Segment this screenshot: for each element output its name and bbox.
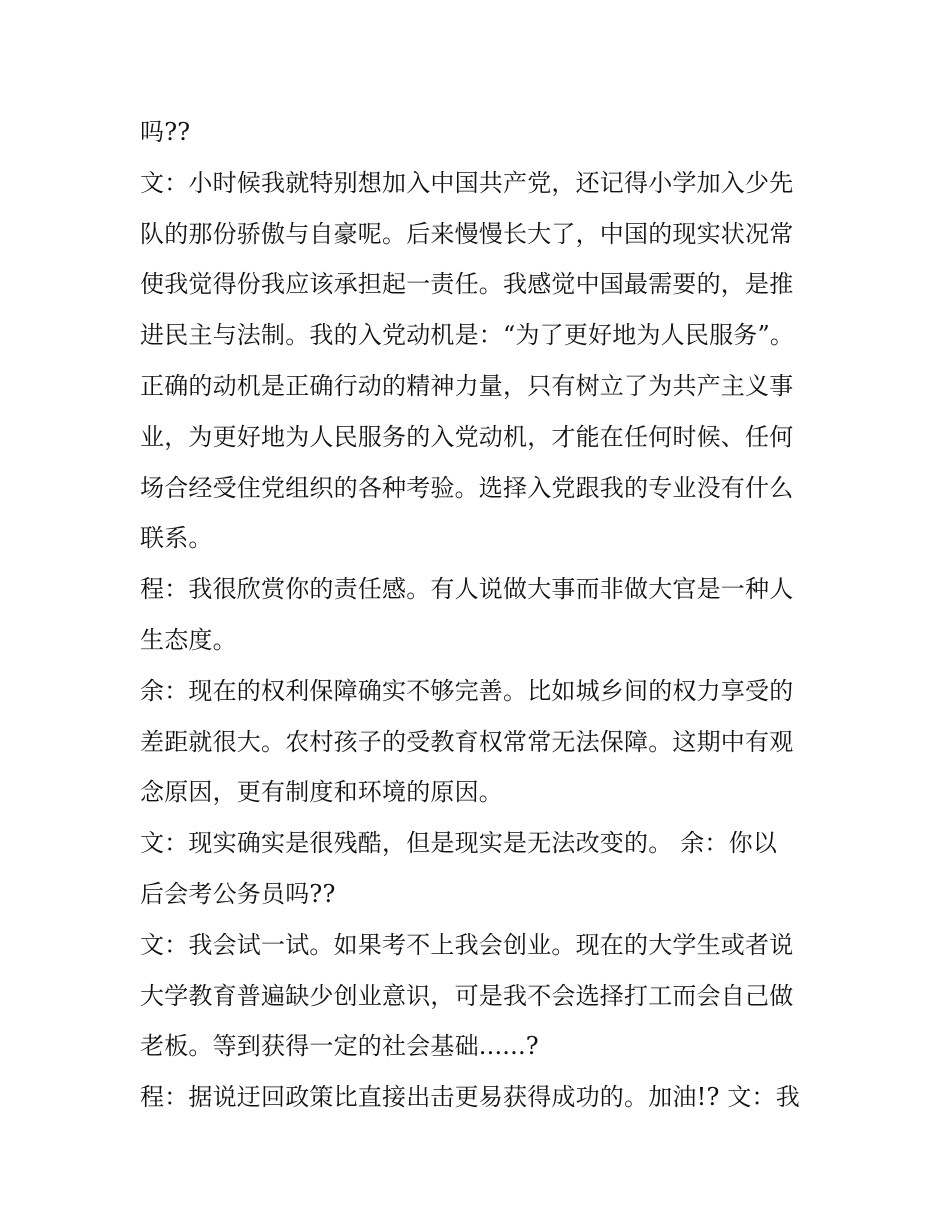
text-line: 后会考公务员吗?? — [140, 879, 336, 908]
body-text — [140, 107, 820, 1123]
text-line: 程：我很欣赏你的责任感。有人说做大事而非做大官是一种人 — [140, 575, 794, 604]
text-line: 念原因，更有制度和环境的原因。 — [140, 778, 503, 807]
text-line: 余：现在的权利保障确实不够完善。比如城乡间的权力享受的 — [140, 676, 794, 705]
text-line: 文：小时候我就特别想加入中国共产党，还记得小学加入少先 — [140, 168, 794, 197]
text-line: 正确的动机是正确行动的精神力量，只有树立了为共产主义事 — [140, 371, 794, 400]
text-line: 文：我会试一试。如果考不上我会创业。现在的大学生或者说 — [140, 930, 794, 959]
text-line: 老板。等到获得一定的社会基础......? — [140, 1032, 539, 1061]
text-line: 场合经受住党组织的各种考验。选择入党跟我的专业没有什么 — [140, 473, 794, 502]
text-line: 差距就很大。农村孩子的受教育权常常无法保障。这期中有观 — [140, 727, 794, 756]
text-line: 大学教育普遍缺少创业意识，可是我不会选择打工而会自己做 — [140, 981, 794, 1010]
text-line: 业，为更好地为人民服务的入党动机，才能在任何时候、任何 — [140, 422, 794, 451]
text-line: 联系。 — [140, 524, 213, 553]
text-line: 进民主与法制。我的入党动机是：“为了更好地为人民服务”。 — [140, 321, 795, 350]
text-line: 生态度。 — [140, 625, 237, 654]
text-line: 程：据说迂回政策比直接出击更易获得成功的。加油!? 文：我 — [140, 1083, 800, 1112]
text-line: 队的那份骄傲与自豪呢。后来慢慢长大了，中国的现实状况常 — [140, 219, 794, 248]
text-line: 吗?? — [140, 118, 191, 146]
text-line: 文：现实确实是很残酷，但是现实是无法改变的。 余：你以 — [140, 829, 778, 858]
text-line: 使我觉得份我应该承担起一责任。我感觉中国最需要的，是推 — [140, 270, 794, 299]
